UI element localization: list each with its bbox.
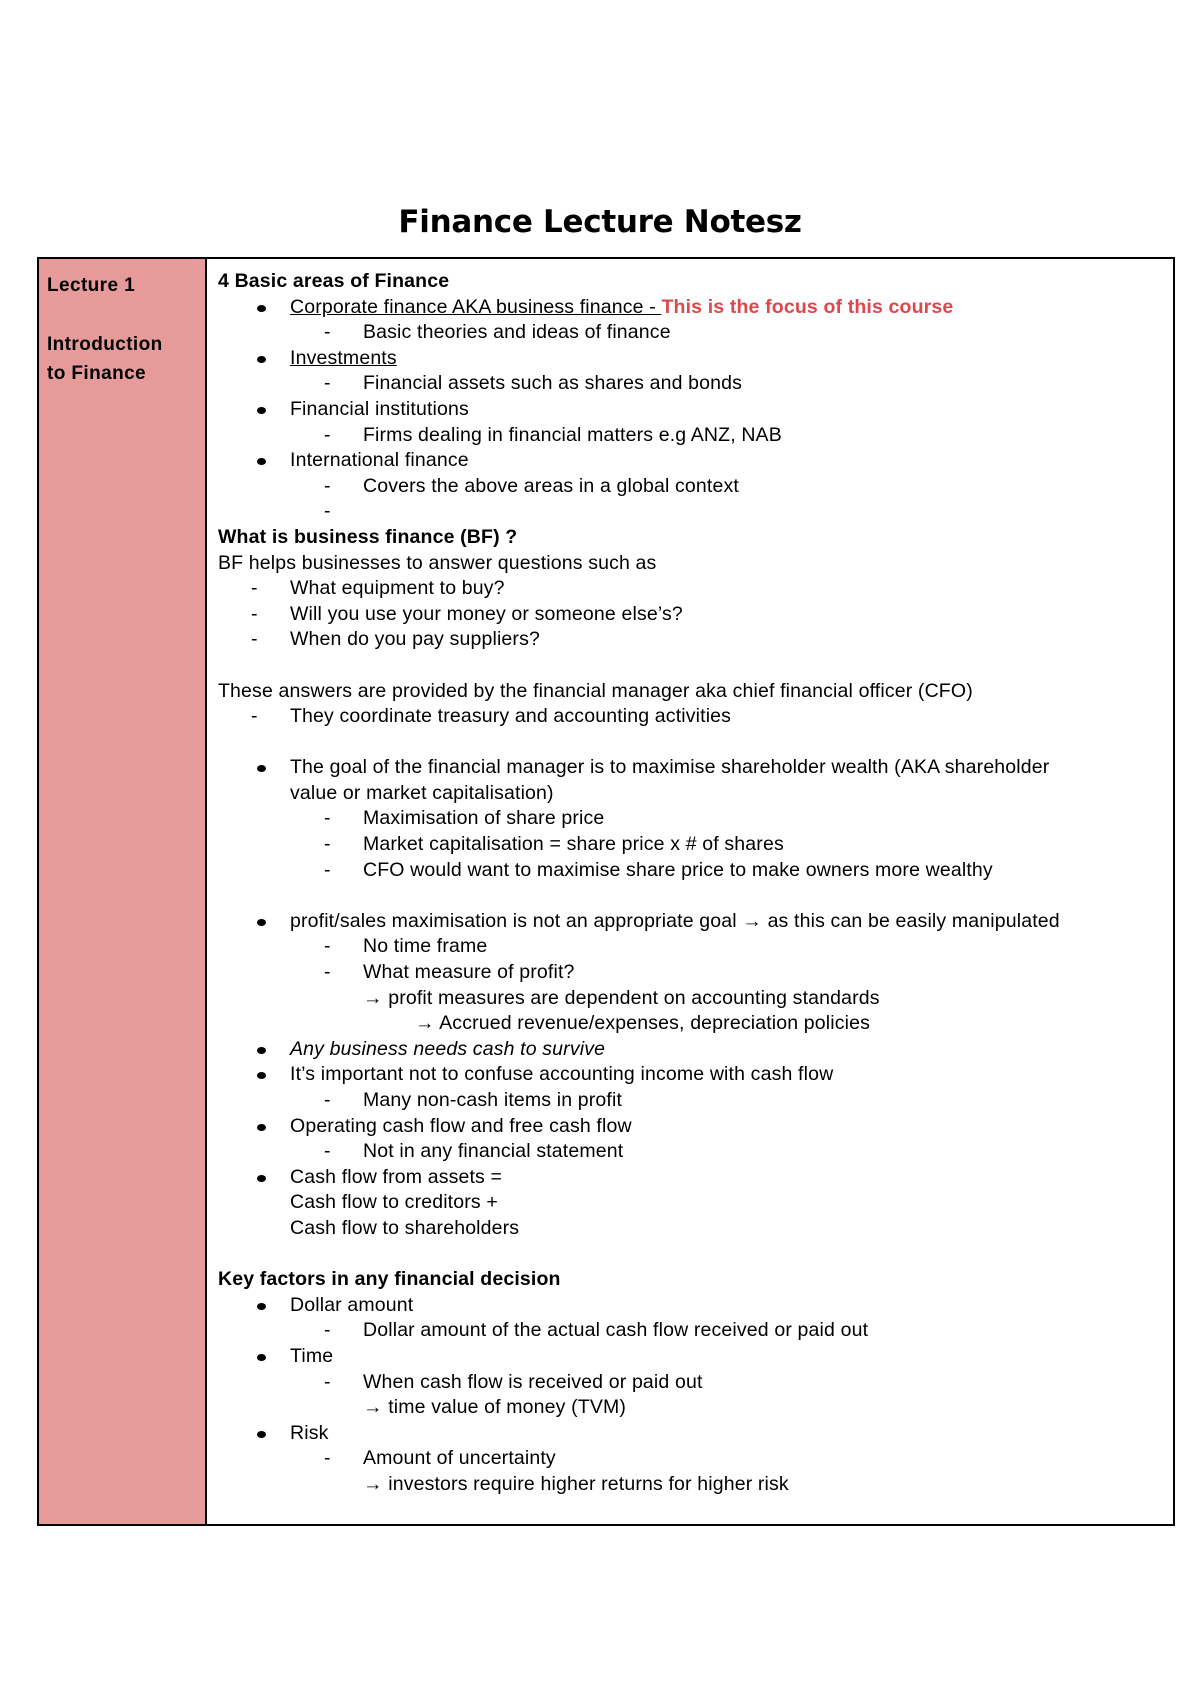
dash-item: - Will you use your money or someone else’s? [218, 602, 1168, 628]
bullet-separator: - [649, 295, 662, 318]
bullet-item: The goal of the financial manager is to maximise shareholder wealth (AKA shareholder [218, 755, 1168, 781]
bullet-label: Corporate finance AKA business finance [290, 295, 650, 318]
dash-item: - When cash flow is received or paid out [218, 1370, 1168, 1396]
arrow-item: → time value of money (TVM) [363, 1396, 627, 1419]
arrow-item: → Accrued revenue/expenses, depreciation policies [415, 1012, 871, 1035]
bullet-continuation: Cash flow to shareholders [290, 1216, 520, 1239]
dash-item: - Amount of uncertainty [218, 1446, 1168, 1472]
dash-item: - Maximisation of share price [218, 806, 1168, 832]
bullet-continuation: value or market capitalisation) [290, 781, 554, 804]
bullet-item: Operating cash flow and free cash flow [218, 1114, 1168, 1140]
page-title: Finance Lecture Notesz [398, 204, 802, 240]
dash-item: - They coordinate treasury and accounting activities [218, 704, 1168, 730]
bullet-item [218, 295, 1168, 321]
dash-item: - Many non-cash items in profit [218, 1088, 1168, 1114]
lecture-topic-line1: Introduction [47, 334, 163, 355]
notes-table [37, 257, 1175, 1526]
dash-item: - Financial assets such as shares and bonds [218, 371, 1168, 397]
bullet-continuation: Cash flow to creditors + [290, 1191, 498, 1214]
dash-item: - Firms dealing in financial matters e.g ANZ, NAB [218, 423, 1168, 449]
dash-item: - Not in any financial statement [218, 1139, 1168, 1165]
arrow-item: → profit measures are dependent on accounting standards [363, 986, 880, 1009]
lecture-topic-line2: to Finance [47, 363, 147, 384]
bullet-item: It’s important not to confuse accounting income with cash flow [218, 1062, 1168, 1088]
bullet-label: Investments [290, 346, 397, 369]
dash-item: - When do you pay suppliers? [218, 627, 1168, 653]
dash-item: - What equipment to buy? [218, 576, 1168, 602]
empty-dash-item [218, 499, 1168, 525]
bullet-item: Risk [218, 1421, 1168, 1447]
dash-item: - No time frame [218, 934, 1168, 960]
bullet-item: Any business needs cash to survive [218, 1037, 1168, 1063]
paragraph: BF helps businesses to answer questions such as [218, 551, 657, 574]
lecture-number: Lecture 1 [47, 275, 136, 296]
dash-item: - Covers the above areas in a global context [218, 474, 1168, 500]
notes-body [218, 269, 1168, 1498]
bullet-item: Time [218, 1344, 1168, 1370]
dash-item: - Market capitalisation = share price x # of shares [218, 832, 1168, 858]
bullet-item: International finance [218, 448, 1168, 474]
dash-item: - Dollar amount of the actual cash flow received or paid out [218, 1318, 1168, 1344]
dash-item: - CFO would want to maximise share price to make owners more wealthy [218, 858, 1168, 884]
section-heading: 4 Basic areas of Finance [218, 270, 450, 292]
section-heading: Key factors in any financial decision [218, 1268, 561, 1291]
dash-item: - What measure of profit? [218, 960, 1168, 986]
lecture-sidebar [39, 259, 207, 1524]
section-heading: What is business finance (BF) ? [218, 525, 518, 548]
bullet-item: Financial institutions [218, 397, 1168, 423]
paragraph: These answers are provided by the financial manager aka chief financial officer (CFO) [218, 679, 973, 702]
bullet-item [218, 346, 1168, 372]
bullet-item: Dollar amount [218, 1293, 1168, 1319]
course-focus-note: This is the focus of this course [661, 295, 954, 318]
bullet-item: profit/sales maximisation is not an appropriate goal → as this can be easily manipulated [218, 909, 1168, 935]
bullet-item: Cash flow from assets = [218, 1165, 1168, 1191]
arrow-item: → investors require higher returns for higher risk [363, 1472, 789, 1495]
dash-item: - Basic theories and ideas of finance [218, 320, 1168, 346]
